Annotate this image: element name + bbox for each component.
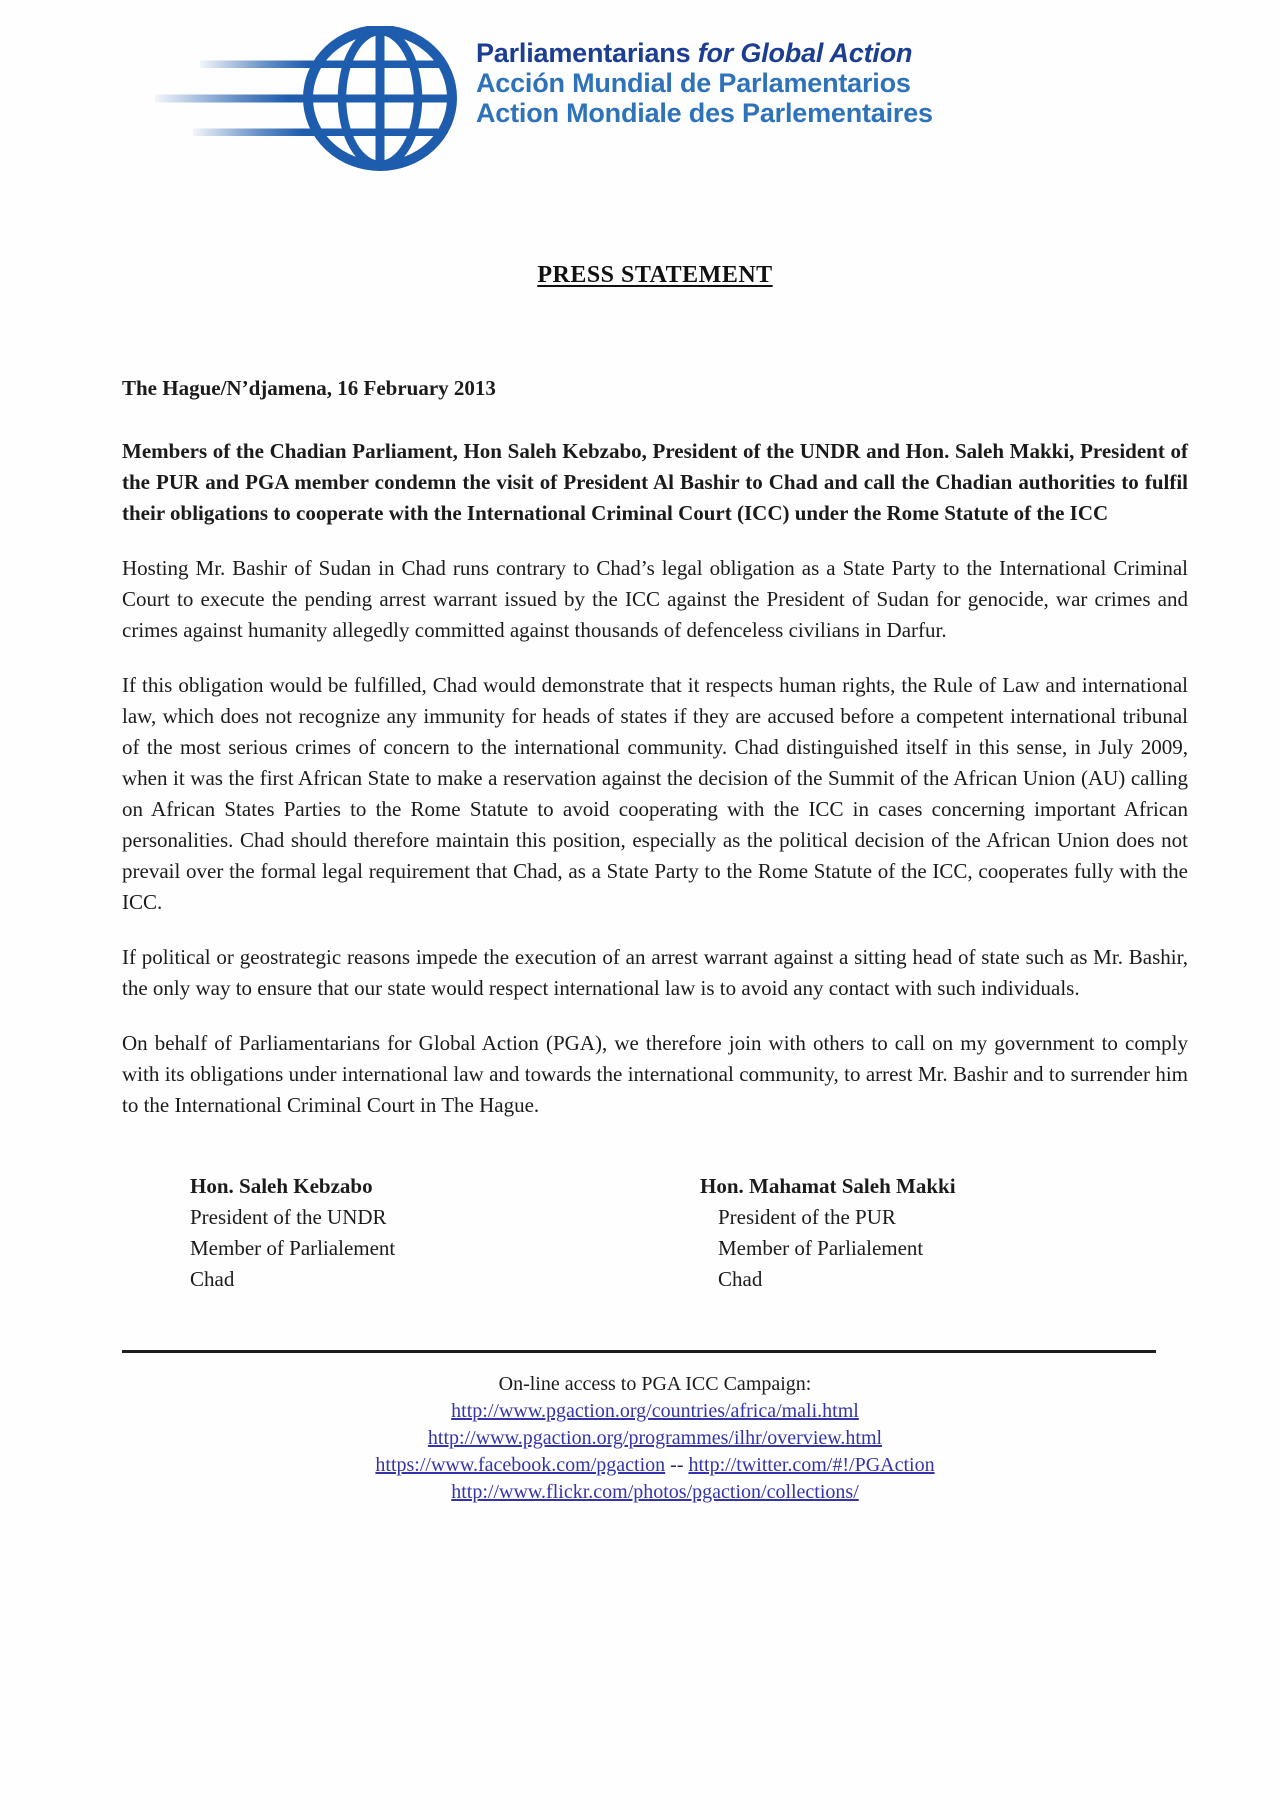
signatory-country: Chad [718,1267,763,1291]
page-title: PRESS STATEMENT [537,262,773,288]
org-wordmark [476,26,933,128]
link-flickr[interactable]: http://www.flickr.com/photos/pgaction/collections/ [451,1481,859,1503]
footer-links [122,1371,1188,1506]
paragraph-1: Hosting Mr. Bashir of Sudan in Chad runs contrary to Chad’s legal obligation as a State Party to the International Criminal Court to execute the pending arrest warrant issued by the ICC against the President of Sudan for genocide, war crimes and crimes against humanity allegedly committed against thousands of defenceless civilians in Darfur. [122,556,1188,642]
signatory-role: Member of Parlialement [718,1236,924,1260]
org-name-en [476,38,933,68]
signature-block-makki [700,1171,956,1295]
footer-link-row-mali [122,1398,1188,1425]
signatory-country: Chad [190,1267,235,1291]
paragraph-3: If political or geostrategic reasons impede the execution of an arrest warrant against a sitting head of state such as Mr. Bashir, the only way to ensure that our state would respect international law is to avoid any contact with such individuals. [122,945,1188,1000]
link-twitter[interactable]: http://twitter.com/#!/PGAction [688,1454,935,1476]
link-pga-ilhr-overview[interactable]: http://www.pgaction.org/programmes/ilhr/overview.html [427,1427,883,1449]
org-name-en-prefix: Parliamentarians [476,38,698,68]
signatory-role: Member of Parlialement [190,1236,396,1260]
paragraph-2: If this obligation would be fulfilled, Chad would demonstrate that it respects human rights, the Rule of Law and international law, which does not recognize any immunity for heads of states if they are accused before a competent international tribunal of the most serious crimes of concern to the international community. Chad distinguished itself in this sense, in July 2009, when it was the first African State to make a reservation against the decision of the Summit of the African Union (AU) calling on African States Parties to the Rome Statute to avoid cooperating with the ICC in cases concerning important African personalities. Chad should therefore maintain this position, especially as the political decision of the African Union does not prevail over the formal legal requirement that Chad, as a State Party to the Rome Statute of the ICC, cooperates fully with the ICC. [122,673,1188,914]
statement-headline: Members of the Chadian Parliament, Hon Saleh Kebzabo, President of the UNDR and Hon. Saleh Makki, President of the PUR and PGA member condemn the visit of President Al Bashir to Chad and call the Chadian authorities to fulfil their obligations to cooperate with the International Criminal Court (ICC) under the Rome Statute of the ICC [122,439,1188,525]
footer-divider [122,1350,1156,1353]
link-pga-mali[interactable]: http://www.pgaction.org/countries/africa/mali.html [451,1400,859,1422]
footer-link-row-overview [122,1425,1188,1452]
signature-row [122,1171,1188,1295]
signatory-title: President of the PUR [718,1205,896,1229]
pga-logo [155,26,933,176]
signature-block-kebzabo [190,1171,700,1295]
org-name-fr: Action Mondiale des Parlementaires [476,98,933,128]
signatory-name: Hon. Saleh Kebzabo [190,1174,373,1198]
footer-link-row-social [122,1452,1188,1479]
globe-speedlines-icon [155,26,460,176]
link-facebook[interactable]: https://www.facebook.com/pgaction [375,1454,666,1476]
paragraph-4: On behalf of Parliamentarians for Global Action (PGA), we therefore join with others to call on my government to comply with its obligations under international law and towards the international community, to arrest Mr. Bashir and to surrender him to the International Criminal Court in The Hague. [122,1031,1188,1117]
footer-heading: On-line access to PGA ICC Campaign: [498,1373,812,1395]
dateline: The Hague/N’djamena, 16 February 2013 [122,376,496,400]
signatory-title: President of the UNDR [190,1205,387,1229]
footer-link-row-flickr [122,1479,1188,1506]
link-separator: -- [670,1454,684,1476]
org-name-es: Acción Mundial de Parlamentarios [476,68,911,98]
org-name-en-italic: for Global Action [697,38,913,68]
signatory-name: Hon. Mahamat Saleh Makki [700,1174,956,1198]
